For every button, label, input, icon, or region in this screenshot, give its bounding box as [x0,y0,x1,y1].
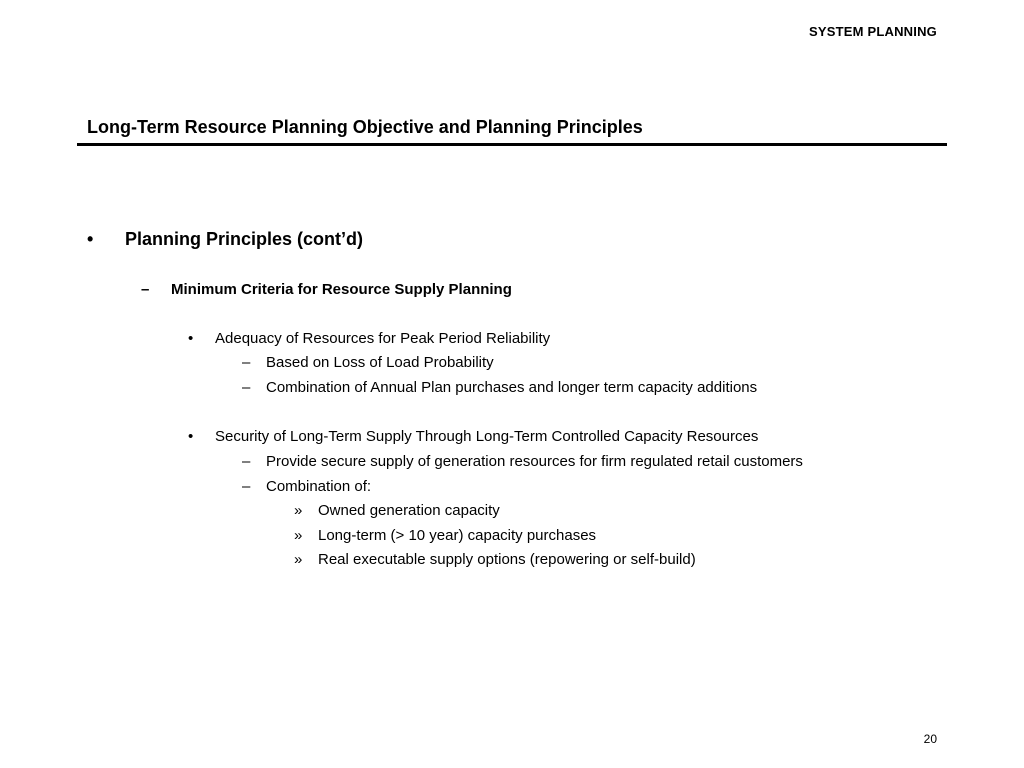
bullet-marker: • [87,229,94,249]
list-item [242,453,803,470]
bullet-marker: • [188,330,194,347]
section-label: SYSTEM PLANNING [809,24,937,39]
title-divider [77,143,947,146]
outline-subheading-text: Minimum Criteria for Resource Supply Planning [171,281,512,298]
list-item-text: Based on Loss of Load Probability [266,354,494,371]
dash-marker: – [242,478,251,495]
dash-marker: – [141,281,150,298]
adequacy-bullet [188,330,550,347]
dash-marker: – [242,379,251,396]
outline-subheading [141,281,512,298]
list-item-text: Long-term (> 10 year) capacity purchases [318,527,597,544]
list-item-text: Real executable supply options (repowering or self-build) [318,551,696,568]
list-item [242,379,757,396]
chevron-marker: » [294,551,303,568]
outline-heading [87,229,363,250]
list-item [242,354,494,371]
security-bullet [188,428,758,445]
page-number: 20 [923,732,937,746]
security-text: Security of Long-Term Supply Through Long-Term Controlled Capacity Resources [215,428,759,445]
list-item [242,478,371,495]
outline-heading-text: Planning Principles (cont’d) [125,229,364,249]
list-item-text: Owned generation capacity [318,502,500,519]
list-item-text: Combination of Annual Plan purchases and longer term capacity additions [266,379,758,396]
dash-marker: – [242,354,251,371]
list-item [294,502,500,519]
chevron-marker: » [294,527,303,544]
chevron-marker: » [294,502,303,519]
list-item-text: Combination of: [266,478,372,495]
bullet-marker: • [188,428,194,445]
slide-title: Long-Term Resource Planning Objective and Planning Principles [87,117,643,137]
dash-marker: – [242,453,251,470]
list-item [294,551,696,568]
list-item-text: Provide secure supply of generation resources for firm regulated retail customers [266,453,803,470]
adequacy-text: Adequacy of Resources for Peak Period Reliability [215,330,551,347]
list-item [294,527,596,544]
